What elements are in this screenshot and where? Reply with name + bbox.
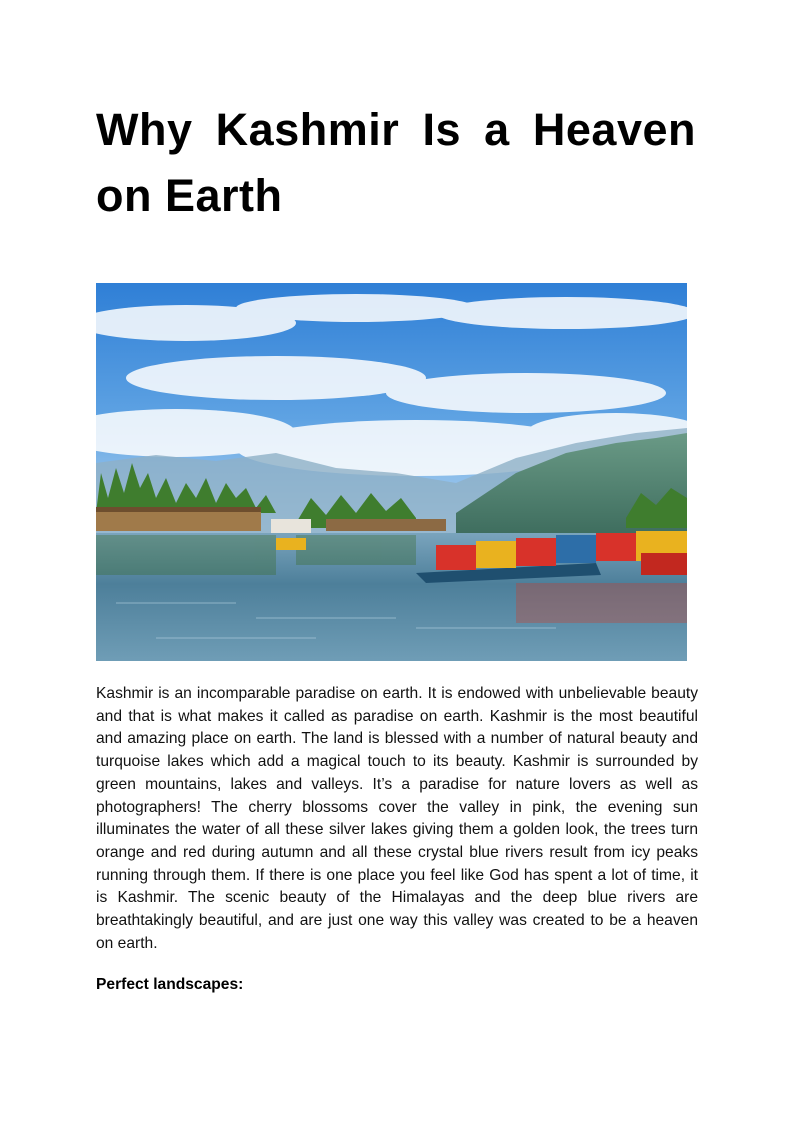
section-heading-perfect-landscapes: Perfect landscapes: — [96, 976, 244, 993]
lake-landscape-image — [96, 283, 687, 661]
dal-lake-photo — [96, 283, 687, 661]
page-title: Why Kashmir Is a Heaven on Earth — [96, 104, 696, 221]
intro-paragraph: Kashmir is an incomparable paradise on earth. It is endowed with unbelievable beauty and that is what makes it called as paradise on earth. Kashmir is the most beautiful and amazing place on earth. The land is blessed with a number of natural beauty and turquoise lakes which add a magical touch to its beauty. Kashmir is surrounded by green mountains, lakes and valleys. It’s a paradise for nature lovers as well as photographers! The cherry blossoms cover the valley in pink, the evening sun illuminates the water of all these silver lakes giving them a golden look, the trees turn orange and red during autumn and all these crystal blue rivers result from icy peaks running through them. If there is one place you feel like God has spent a lot of time, it is Kashmir. The scenic beauty of the Himalayas and the deep blue rivers are breathtakingly beautiful, and are just one way this valley was created to be a heaven on earth. — [96, 685, 698, 952]
